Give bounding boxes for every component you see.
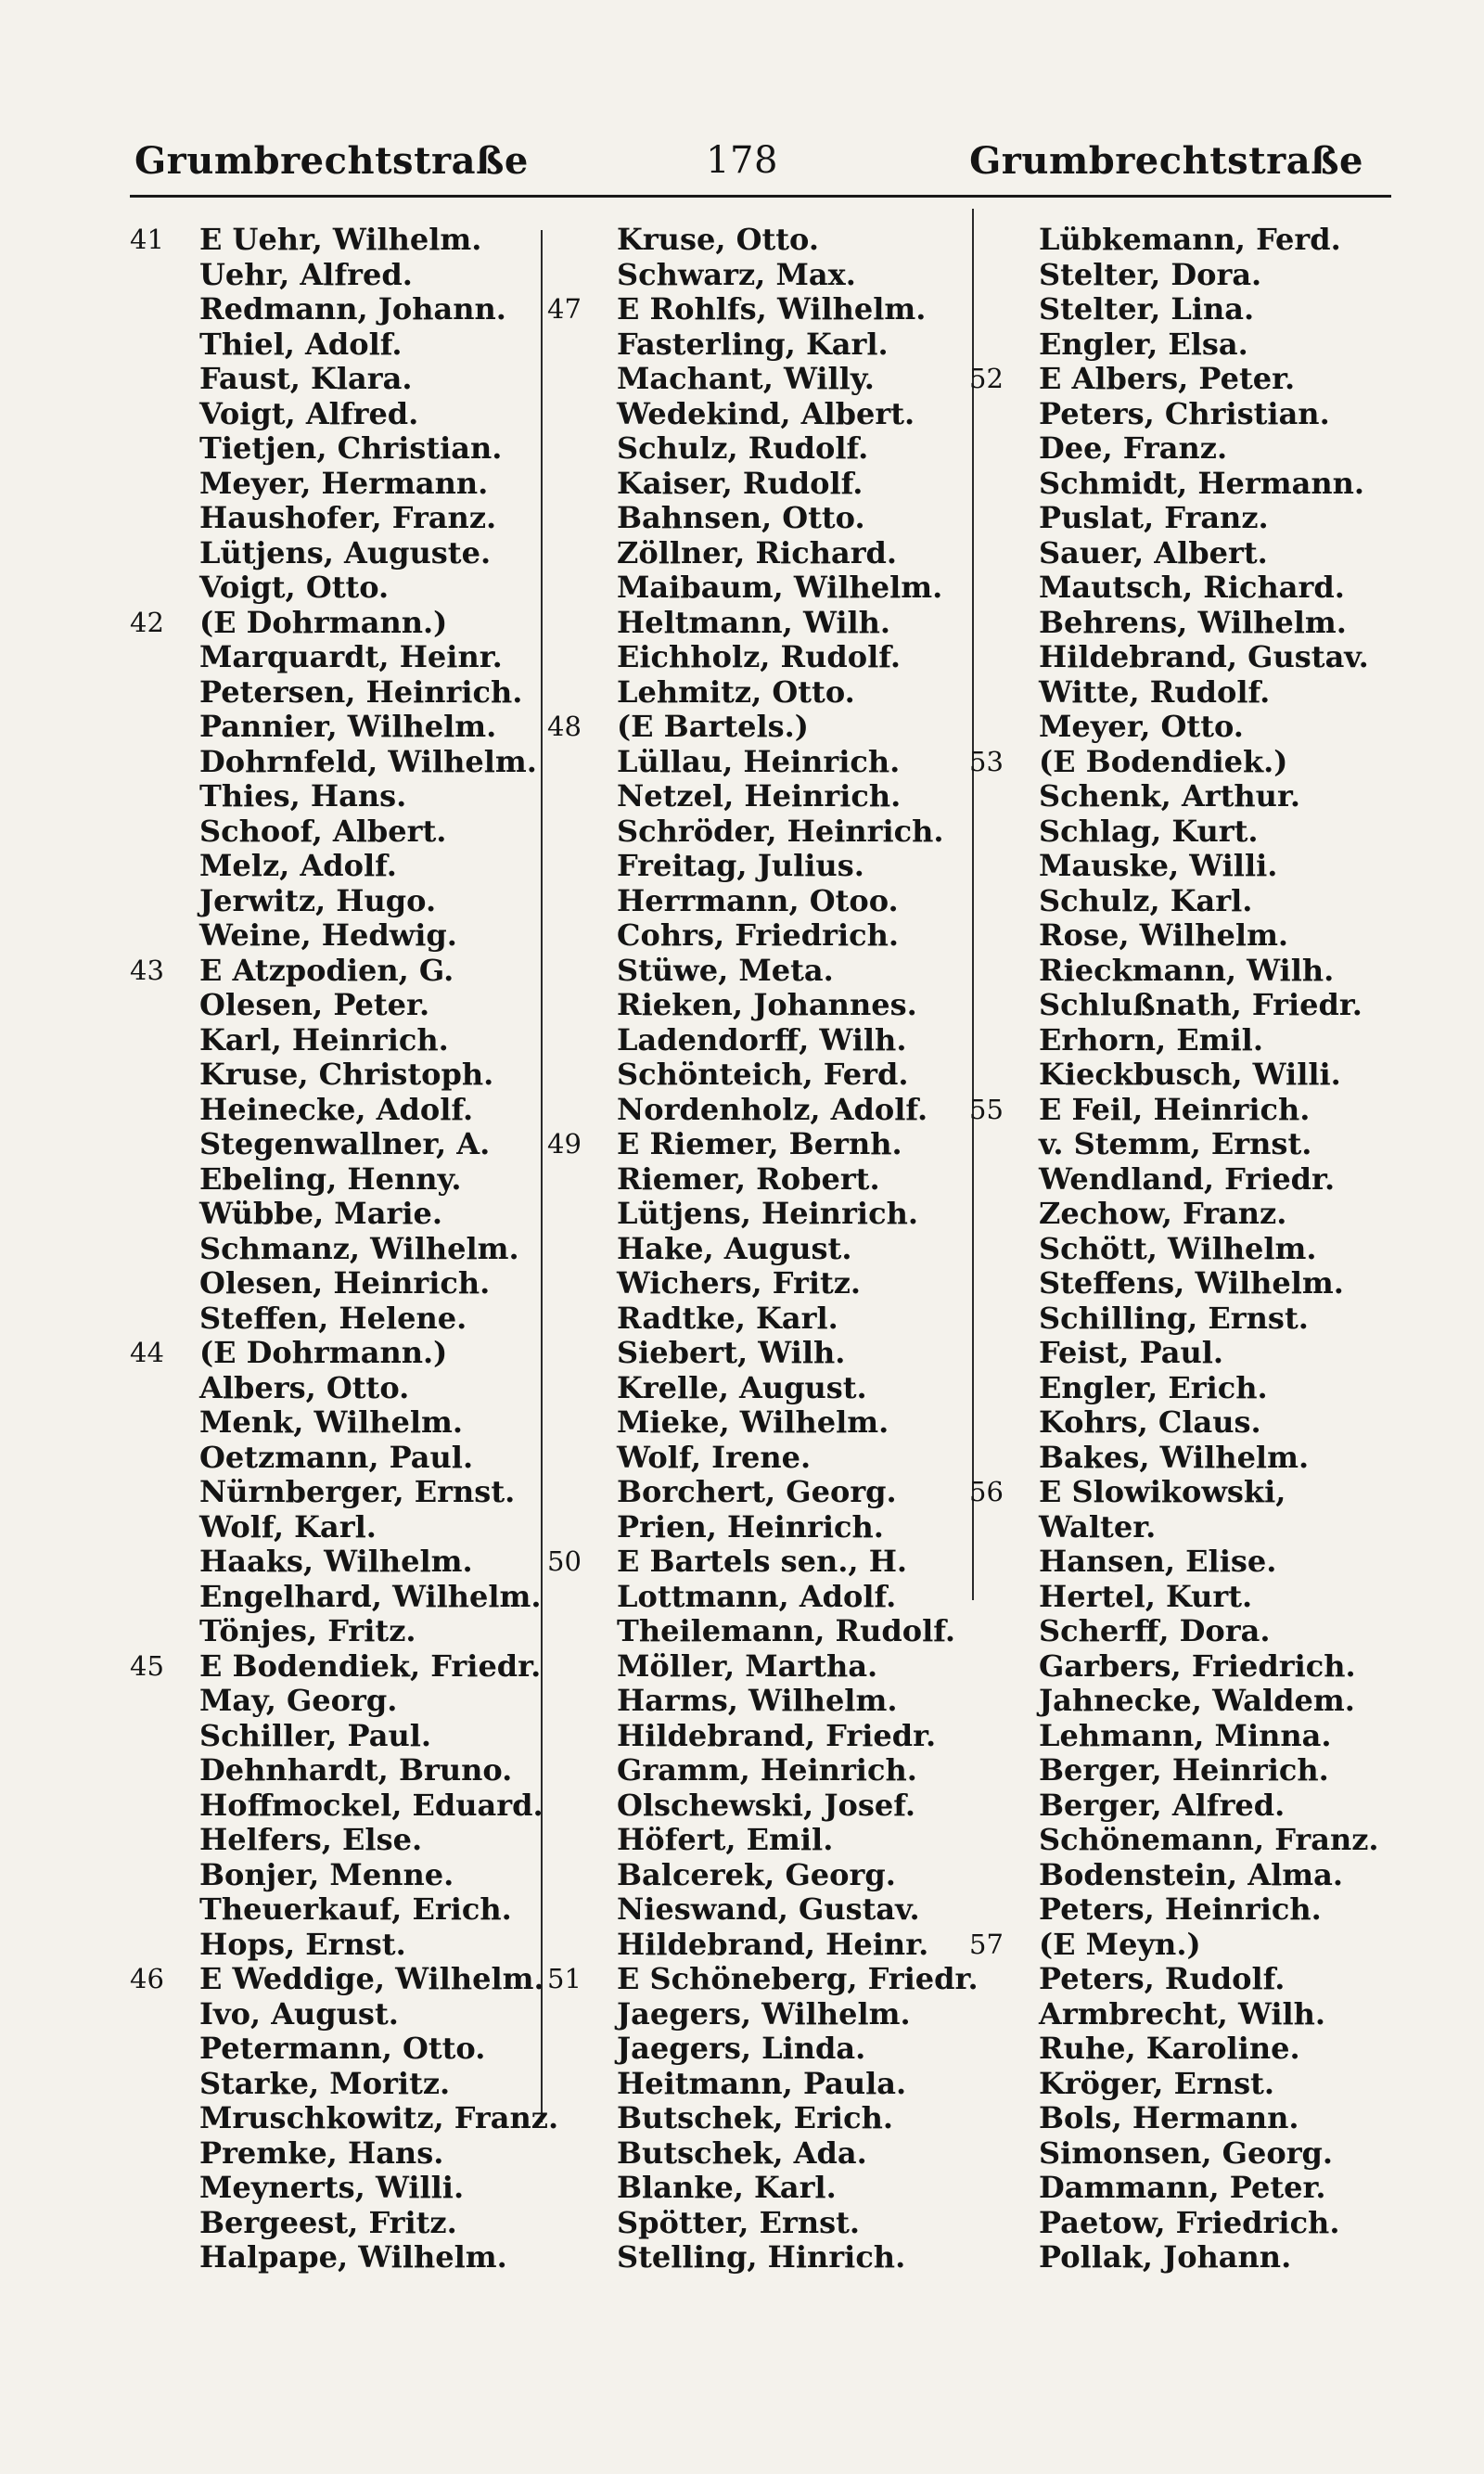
- house-number: 52: [969, 363, 1004, 394]
- house-number: 41: [130, 224, 164, 255]
- resident-name: Schlußnath, Friedr.: [1039, 987, 1362, 1022]
- column-divider: [541, 230, 543, 2122]
- resident-name: Thiel, Adolf.: [199, 326, 403, 362]
- resident-name: Kohrs, Claus.: [1039, 1404, 1261, 1440]
- resident-name: Krelle, August.: [617, 1369, 867, 1405]
- resident-name: Jaegers, Linda.: [617, 2031, 866, 2066]
- resident-name: Schött, Wilhelm.: [1039, 1230, 1317, 1266]
- resident-name: Peters, Christian.: [1039, 395, 1330, 431]
- resident-name: Nordenholz, Adolf.: [617, 1091, 928, 1127]
- resident-name: Höfert, Emil.: [617, 1822, 834, 1857]
- resident-name: Dehnhardt, Bruno.: [199, 1752, 513, 1788]
- resident-name: Olesen, Peter.: [199, 987, 430, 1022]
- resident-name: Marquardt, Heinr.: [199, 639, 503, 674]
- resident-name: Bols, Hermann.: [1039, 2100, 1299, 2135]
- resident-name: Heltmann, Wilh.: [617, 604, 891, 640]
- resident-name: Schenk, Arthur.: [1039, 778, 1300, 814]
- resident-name: Engelhard, Wilhelm.: [199, 1578, 542, 1614]
- resident-name: Petersen, Heinrich.: [199, 673, 523, 710]
- resident-name: Gramm, Heinrich.: [617, 1752, 917, 1788]
- resident-name: Borchert, Georg.: [617, 1474, 897, 1509]
- resident-name: Mautsch, Richard.: [1039, 570, 1345, 605]
- resident-name: E Weddige, Wilhelm.: [199, 1961, 544, 1996]
- resident-name: Melz, Adolf.: [199, 848, 397, 883]
- house-number: 42: [130, 606, 164, 638]
- resident-name: Dee, Franz.: [1039, 430, 1228, 466]
- resident-name: Ladendorff, Wilh.: [617, 1021, 907, 1058]
- resident-name: E Bartels sen., H.: [617, 1544, 908, 1579]
- resident-name: Uehr, Alfred.: [199, 256, 413, 292]
- resident-name: Siebert, Wilh.: [617, 1335, 846, 1370]
- resident-name: Herrmann, Otoo.: [617, 882, 899, 918]
- resident-name: (E Bartels.): [617, 709, 809, 744]
- resident-name: Peters, Heinrich.: [1039, 1891, 1322, 1927]
- resident-name: Oetzmann, Paul.: [199, 1439, 474, 1475]
- resident-name: Simonsen, Georg.: [1039, 2134, 1334, 2171]
- house-number: 45: [130, 1649, 164, 1682]
- resident-name: Halpape, Wilhelm.: [199, 2239, 507, 2275]
- resident-name: Hake, August.: [617, 1230, 852, 1266]
- resident-name: Zöllner, Richard.: [617, 534, 898, 570]
- resident-name: Helfers, Else.: [199, 1822, 423, 1857]
- resident-name: Thies, Hans.: [199, 778, 407, 814]
- resident-name: E Feil, Heinrich.: [1039, 1091, 1311, 1127]
- header-rule: [130, 195, 1391, 198]
- resident-name: Peters, Rudolf.: [1039, 1961, 1286, 1996]
- resident-name: Wolf, Irene.: [617, 1439, 812, 1475]
- resident-name: Möller, Martha.: [617, 1647, 878, 1684]
- resident-name: Rieckmann, Wilh.: [1039, 952, 1335, 988]
- resident-name: (E Bodendiek.): [1039, 743, 1288, 779]
- resident-name: Lehmitz, Otto.: [617, 673, 855, 710]
- resident-name: Erhorn, Emil.: [1039, 1021, 1263, 1058]
- resident-name: Wichers, Fritz.: [617, 1265, 862, 1301]
- resident-name: Lütjens, Auguste.: [199, 534, 492, 570]
- resident-name: Kruse, Christoph.: [199, 1057, 494, 1092]
- resident-name: May, Georg.: [199, 1683, 398, 1718]
- resident-name: Freitag, Julius.: [617, 848, 864, 883]
- resident-name: Zechow, Franz.: [1039, 1196, 1287, 1231]
- resident-name: Pollak, Johann.: [1039, 2239, 1292, 2275]
- resident-name: v. Stemm, Ernst.: [1039, 1126, 1312, 1161]
- resident-name: Hertel, Kurt.: [1039, 1578, 1253, 1614]
- resident-name: Puslat, Franz.: [1039, 500, 1269, 535]
- resident-name: Hops, Ernst.: [199, 1926, 406, 1962]
- resident-name: Tönjes, Fritz.: [199, 1613, 416, 1648]
- resident-name: Lottmann, Adolf.: [617, 1578, 897, 1614]
- resident-name: Lübkemann, Ferd.: [1039, 222, 1341, 257]
- resident-name: Kruse, Otto.: [617, 222, 819, 257]
- resident-name: Bahnsen, Otto.: [617, 500, 865, 535]
- resident-name: Hoffmockel, Eduard.: [199, 1787, 544, 1823]
- resident-name: Steffens, Wilhelm.: [1039, 1265, 1344, 1301]
- resident-name: Sauer, Albert.: [1039, 534, 1268, 570]
- resident-name: Albers, Otto.: [199, 1369, 410, 1405]
- resident-name: Bodenstein, Alma.: [1039, 1856, 1343, 1892]
- resident-name: Ebeling, Henny.: [199, 1160, 462, 1197]
- resident-name: Riemer, Robert.: [617, 1160, 880, 1197]
- house-number: 43: [130, 954, 164, 986]
- resident-name: Schulz, Rudolf.: [617, 430, 869, 466]
- resident-name: E Albers, Peter.: [1039, 361, 1296, 396]
- resident-name: Faust, Klara.: [199, 361, 413, 396]
- resident-name: Steffen, Helene.: [199, 1300, 467, 1336]
- resident-name: Haushofer, Franz.: [199, 500, 497, 535]
- resident-name: E Uehr, Wilhelm.: [199, 222, 482, 257]
- resident-name: Lütjens, Heinrich.: [617, 1196, 918, 1231]
- resident-name: Bergeest, Fritz.: [199, 2204, 457, 2240]
- resident-name: Jaegers, Wilhelm.: [617, 1995, 911, 2032]
- resident-name: Jerwitz, Hugo.: [199, 882, 437, 918]
- resident-name: Pannier, Wilhelm.: [199, 709, 497, 744]
- resident-name: Hildebrand, Friedr.: [617, 1717, 937, 1753]
- resident-name: Radtke, Karl.: [617, 1300, 838, 1336]
- resident-name: Bakes, Wilhelm.: [1039, 1439, 1310, 1475]
- resident-name: Jahnecke, Waldem.: [1039, 1683, 1355, 1718]
- resident-name: Fasterling, Karl.: [617, 326, 889, 362]
- resident-name: E Rohlfs, Wilhelm.: [617, 291, 927, 327]
- resident-name: Meyer, Otto.: [1039, 709, 1244, 744]
- resident-name: (E Dohrmann.): [199, 1335, 448, 1370]
- running-header-right: Grumbrechtstraße: [969, 139, 1363, 183]
- resident-name: Schilling, Ernst.: [1039, 1300, 1309, 1336]
- resident-name: Mieke, Wilhelm.: [617, 1404, 889, 1440]
- resident-name: Berger, Heinrich.: [1039, 1752, 1329, 1788]
- resident-name: Schönemann, Franz.: [1039, 1822, 1379, 1857]
- resident-name: E Atzpodien, G.: [199, 952, 454, 988]
- resident-name: Schönteich, Ferd.: [617, 1057, 909, 1092]
- resident-name: Mauske, Willi.: [1039, 848, 1278, 883]
- resident-name: Scherff, Dora.: [1039, 1613, 1271, 1648]
- resident-name: Kaiser, Rudolf.: [617, 465, 864, 501]
- resident-name: Walter.: [1039, 1508, 1157, 1545]
- house-number: 56: [969, 1476, 1004, 1507]
- resident-name: Stegenwallner, A.: [199, 1126, 491, 1161]
- resident-name: Nieswand, Gustav.: [617, 1891, 920, 1927]
- resident-name: Weine, Hedwig.: [199, 917, 457, 953]
- resident-name: Dohrnfeld, Wilhelm.: [199, 743, 537, 779]
- resident-name: Butschek, Ada.: [617, 2134, 867, 2171]
- column-divider: [972, 209, 974, 1600]
- resident-name: Kieckbusch, Willi.: [1039, 1057, 1341, 1092]
- resident-name: Feist, Paul.: [1039, 1335, 1224, 1370]
- running-header-left: Grumbrechtstraße: [134, 139, 529, 183]
- resident-name: Schlag, Kurt.: [1039, 813, 1259, 849]
- resident-name: Heinecke, Adolf.: [199, 1091, 474, 1127]
- resident-name: Lehmann, Minna.: [1039, 1717, 1332, 1753]
- resident-name: Bonjer, Menne.: [199, 1856, 454, 1892]
- resident-name: Schröder, Heinrich.: [617, 813, 944, 849]
- house-number: 51: [547, 1963, 582, 1994]
- resident-name: E Bodendiek, Friedr.: [199, 1647, 542, 1684]
- resident-name: (E Meyn.): [1039, 1926, 1201, 1962]
- resident-name: Kröger, Ernst.: [1039, 2065, 1275, 2101]
- resident-name: Menk, Wilhelm.: [199, 1404, 463, 1440]
- resident-name: Redmann, Johann.: [199, 291, 506, 327]
- resident-name: Cohrs, Friedrich.: [617, 917, 900, 953]
- resident-name: Rose, Wilhelm.: [1039, 917, 1289, 953]
- house-number: 48: [547, 711, 582, 742]
- resident-name: Behrens, Wilhelm.: [1039, 604, 1347, 640]
- house-number: 44: [130, 1337, 164, 1368]
- resident-name: Engler, Elsa.: [1039, 326, 1248, 362]
- house-number: 57: [969, 1928, 1004, 1960]
- resident-name: Wolf, Karl.: [199, 1508, 377, 1545]
- resident-name: Wendland, Friedr.: [1039, 1160, 1336, 1197]
- resident-name: E Riemer, Bernh.: [617, 1126, 902, 1161]
- resident-name: Premke, Hans.: [199, 2134, 444, 2171]
- resident-name: Armbrecht, Wilh.: [1039, 1995, 1326, 2032]
- resident-name: Lüllau, Heinrich.: [617, 743, 901, 779]
- resident-name: Machant, Willy.: [617, 361, 875, 396]
- house-number: 55: [969, 1093, 1004, 1125]
- resident-name: Mruschkowitz, Franz.: [199, 2100, 559, 2135]
- resident-name: Schwarz, Max.: [617, 256, 856, 292]
- resident-name: Blanke, Karl.: [617, 2170, 837, 2205]
- resident-name: Schmanz, Wilhelm.: [199, 1230, 519, 1266]
- resident-name: Netzel, Heinrich.: [617, 778, 902, 814]
- house-number: 47: [547, 293, 582, 325]
- resident-name: Theuerkauf, Erich.: [199, 1891, 512, 1927]
- resident-name: Spötter, Ernst.: [617, 2204, 861, 2240]
- resident-name: E Slowikowski,: [1039, 1474, 1286, 1509]
- resident-name: Nürnberger, Ernst.: [199, 1474, 516, 1509]
- resident-name: Wedekind, Albert.: [617, 395, 915, 431]
- resident-name: Ivo, August.: [199, 1995, 399, 2032]
- house-number: 53: [969, 745, 1004, 777]
- house-number: 46: [130, 1963, 164, 1994]
- resident-name: Stüwe, Meta.: [617, 952, 834, 988]
- resident-name: Stelter, Lina.: [1039, 291, 1255, 327]
- resident-name: Ruhe, Karoline.: [1039, 2031, 1300, 2066]
- resident-name: Tietjen, Christian.: [199, 430, 503, 466]
- resident-name: Prien, Heinrich.: [617, 1508, 884, 1545]
- house-number: 50: [547, 1545, 582, 1577]
- resident-name: (E Dohrmann.): [199, 604, 448, 640]
- resident-name: Karl, Heinrich.: [199, 1021, 449, 1058]
- resident-name: Schoof, Albert.: [199, 813, 447, 849]
- resident-name: Dammann, Peter.: [1039, 2170, 1326, 2205]
- resident-name: Stelter, Dora.: [1039, 256, 1262, 292]
- resident-name: Hildebrand, Gustav.: [1039, 639, 1369, 674]
- resident-name: Haaks, Wilhelm.: [199, 1544, 473, 1579]
- resident-name: Engler, Erich.: [1039, 1369, 1268, 1405]
- resident-name: Rieken, Johannes.: [617, 987, 917, 1022]
- resident-name: Maibaum, Wilhelm.: [617, 570, 943, 605]
- resident-name: Garbers, Friedrich.: [1039, 1647, 1356, 1684]
- resident-name: Petermann, Otto.: [199, 2031, 486, 2066]
- resident-name: Balcerek, Georg.: [617, 1856, 896, 1892]
- resident-name: Meynerts, Willi.: [199, 2170, 465, 2205]
- resident-name: Stelling, Hinrich.: [617, 2239, 906, 2275]
- resident-name: Hildebrand, Heinr.: [617, 1926, 929, 1962]
- resident-name: Berger, Alfred.: [1039, 1787, 1286, 1823]
- resident-name: Paetow, Friedrich.: [1039, 2204, 1340, 2240]
- house-number: 49: [547, 1128, 582, 1160]
- resident-name: Schiller, Paul.: [199, 1717, 431, 1753]
- resident-name: Heitmann, Paula.: [617, 2065, 907, 2101]
- resident-name: E Schöneberg, Friedr.: [617, 1961, 979, 1996]
- resident-name: Wübbe, Marie.: [199, 1196, 442, 1231]
- resident-name: Olesen, Heinrich.: [199, 1265, 491, 1301]
- resident-name: Witte, Rudolf.: [1039, 673, 1271, 710]
- resident-name: Meyer, Hermann.: [199, 465, 489, 501]
- resident-name: Hansen, Elise.: [1039, 1544, 1277, 1579]
- resident-name: Schmidt, Hermann.: [1039, 465, 1365, 501]
- resident-name: Theilemann, Rudolf.: [617, 1613, 956, 1648]
- resident-name: Olschewski, Josef.: [617, 1787, 915, 1823]
- resident-name: Voigt, Otto.: [199, 570, 390, 605]
- resident-name: Starke, Moritz.: [199, 2065, 451, 2101]
- resident-name: Butschek, Erich.: [617, 2100, 893, 2135]
- resident-name: Harms, Wilhelm.: [617, 1683, 898, 1718]
- resident-name: Schulz, Karl.: [1039, 882, 1253, 918]
- page-number: 178: [706, 139, 778, 182]
- resident-name: Voigt, Alfred.: [199, 395, 419, 431]
- resident-name: Eichholz, Rudolf.: [617, 639, 902, 674]
